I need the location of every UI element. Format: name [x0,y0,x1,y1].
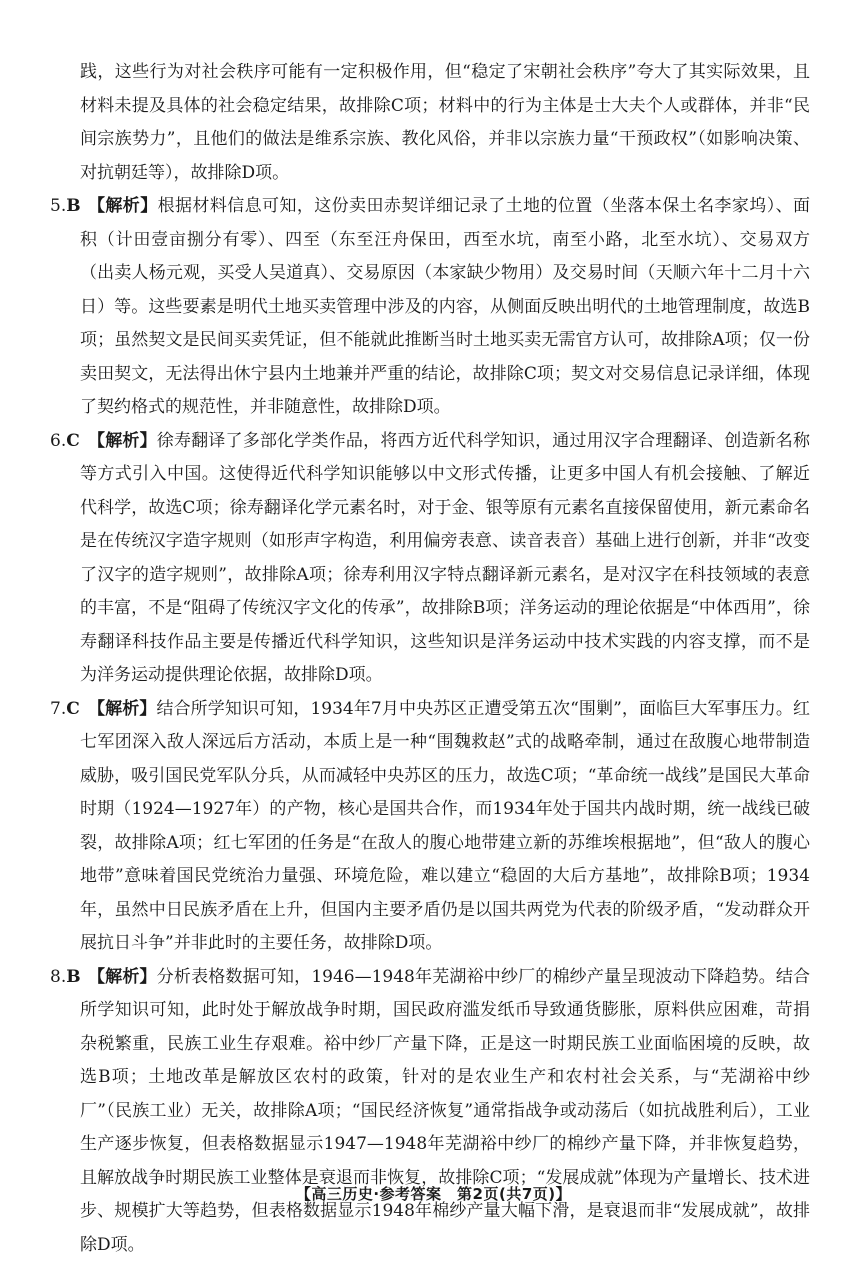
item-answer: B [66,196,80,216]
item-number: 5.B [50,190,81,224]
analysis-tag: 【解析】 [88,967,157,987]
item-text: 根据材料信息可知，这份卖田赤契详细记录了土地的位置（坐落本保土名李家坞）、面积（计田壹亩捌分有零）、四至（东至汪舟保田，西至水坑，南至小路，北至水坑）、交易双方（出卖人杨元观，买受人吴道真）、交易原因（本家缺少物用）及交易时间（天顺六年十二月十六日）等。这些要素是明代土地买卖管理中涉及的内容，从侧面反映出明代的土地管理制度，故选B项；虽然契文是民间买卖凭证，但不能就此推断当时土地买卖无需官方认可，故排除A项；仅一份卖田契文，无法得出休宁县内土地兼并严重的结论，故排除C项；契文对交易信息记录详细，体现了契约格式的规范性，并非随意性，故排除D项。 [80,196,810,417]
item-text: 徐寿翻译了多部化学类作品，将西方近代科学知识，通过用汉字合理翻译、创造新名称等方式引入中国。这使得近代科学知识能够以中文形式传播，让更多中国人有机会接触、了解近代科学，故选C项；徐寿翻译化学元素名时，对于金、银等原有元素名直接保留使用，新元素命名是在传统汉字造字规则（如形声字构造，利用偏旁表意、读音表音）基础上进行创新，并非“改变了汉字的造字规则”，故排除A项；徐寿利用汉字特点翻译新元素名，是对汉字在科技领域的表意的丰富，不是“阻碍了传统汉字文化的传承”，故排除B项；洋务运动的理论依据是“中体西用”，徐寿翻译科技作品主要是传播近代科学知识，这些知识是洋务运动中技术实践的内容支撑，而不是为洋务运动提供理论依据，故排除D项。 [80,431,810,686]
item-text: 分析表格数据可知，1946—1948年芜湖裕中纱厂的棉纱产量呈现波动下降趋势。结合所学知识可知，此时处于解放战争时期，国民政府滥发纸币导致通货膨胀，原料供应困难，苛捐杂税繁重，民族工业生存艰难。裕中纱厂产量下降，正是这一时期民族工业面临困境的反映，故选B项；土地改革是解放区农村的政策，针对的是农业生产和农村社会关系，与“芜湖裕中纱厂”（民族工业）无关，故排除A项；“国民经济恢复”通常指战争或动荡后（如抗战胜利后），工业生产逐步恢复，但表格数据显示1947—1948年芜湖裕中纱厂的棉纱产量下降，并非恢复趋势，且解放战争时期民族工业整体是衰退而非恢复，故排除C项；“发展成就”体现为产量增长、技术进步、规模扩大等趋势，但表格数据显示1948年棉纱产量大幅下滑，是衰退而非“发展成就”，故排除D项。 [80,967,810,1255]
item-number: 7.C [50,693,80,727]
item-answer: C [66,431,80,451]
continuation-paragraph: 践，这些行为对社会秩序可能有一定积极作用，但“稳定了宋朝社会秩序”夸大了其实际效果，且材料未提及具体的社会稳定结果，故排除C项；材料中的行为主体是士大夫个人或群体，并非“民间宗族势力”，且他们的做法是维系宗族、教化风俗，并非以宗族力量“干预政权”（如影响决策、对抗朝廷等），故排除D项。 [50,56,810,190]
item-number: 6.C [50,425,80,459]
analysis-tag: 【解析】 [88,699,156,719]
answer-item-6 [50,425,810,693]
answer-item-5 [50,190,810,425]
item-number: 8.B [50,961,81,995]
page-footer: 【高三历史·参考答案 第2页(共7页)】 [0,1183,867,1204]
item-answer: B [66,967,80,987]
answer-document [50,56,810,1262]
analysis-tag: 【解析】 [88,431,157,451]
analysis-tag: 【解析】 [88,196,158,216]
answer-item-8 [50,961,810,1262]
answer-item-7 [50,693,810,961]
item-answer: C [66,699,80,719]
item-text: 结合所学知识可知，1934年7月中央苏区正遭受第五次“围剿”，面临巨大军事压力。红七军团深入敌人深远后方活动，本质上是一种“围魏救赵”式的战略牵制，通过在敌腹心地带制造威胁，吸引国民党军队分兵，从而减轻中央苏区的压力，故选C项；“革命统一战线”是国民大革命时期（1924—1927年）的产物，核心是国共合作，而1934年处于国共内战时期，统一战线已破裂，故排除A项；红七军团的任务是“在敌人的腹心地带建立新的苏维埃根据地”，但“敌人的腹心地带”意味着国民党统治力量强、环境危险，难以建立“稳固的大后方基地”，故排除B项；1934年，虽然中日民族矛盾在上升，但国内主要矛盾仍是以国共两党为代表的阶级矛盾，“发动群众开展抗日斗争”并非此时的主要任务，故排除D项。 [80,699,810,954]
